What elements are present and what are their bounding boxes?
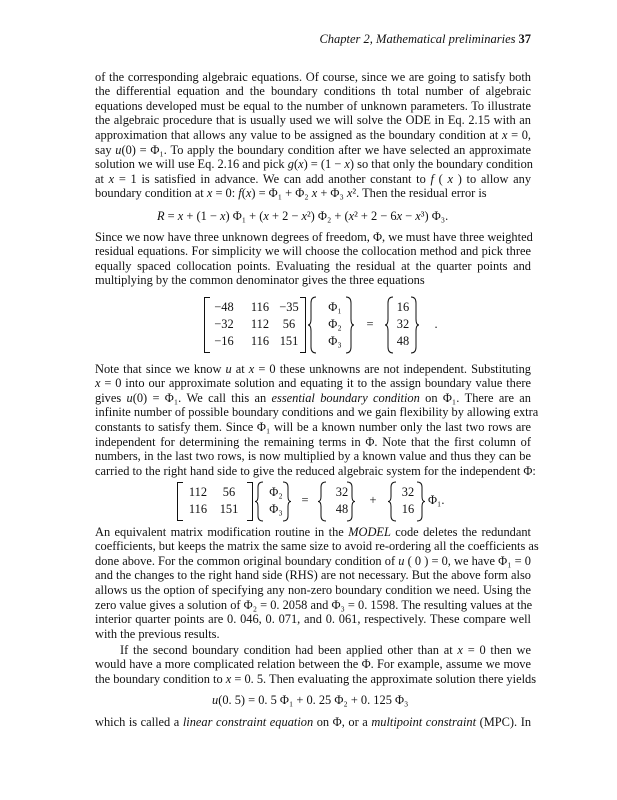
phi-1-factor: Φ₁. — [428, 493, 445, 507]
text-line — [95, 259, 531, 274]
text-run: of the corresponding algebraic equations. Of course, since we are going to satisfy both — [95, 69, 531, 84]
italic-run: x — [344, 157, 350, 172]
text-run: say — [95, 142, 116, 157]
matrix-cell: 151 — [219, 502, 239, 516]
matrix-cell: 116 — [250, 334, 270, 348]
italic-run: x — [248, 361, 255, 376]
matrix-cell: −35 — [279, 300, 299, 314]
text-line — [95, 230, 531, 245]
text-run: ². Then the residual error is — [352, 186, 487, 201]
text-run: done above. For the common original boundary condition of — [95, 553, 399, 568]
running-header — [319, 32, 531, 47]
italic-run: x — [415, 208, 421, 223]
italic-run: x — [219, 208, 226, 223]
text-run: independent for determining the remaining terms in Φ. Note that the first column of — [95, 434, 531, 449]
text-line — [95, 568, 531, 583]
italic-run: x — [301, 208, 307, 223]
text-run: = — [164, 208, 178, 223]
text-run: code deletes the redundant — [390, 524, 531, 539]
text-run: Note that since we know — [95, 361, 226, 376]
period: . — [434, 317, 438, 331]
text-run: (0) = Φ₁. To apply the boundary condition after we have selected an approximate — [121, 142, 531, 157]
text-run: − — [402, 208, 416, 223]
right-bracket — [247, 482, 253, 521]
text-line — [95, 273, 531, 288]
text-line — [95, 612, 531, 627]
text-run: carried to the right hand side to give the reduced algebraic system for the independent Φ: — [95, 463, 536, 478]
text-run: equally spaced collocation points. Evaluating the residual at the quarter points and — [95, 258, 531, 273]
text-run: with the previous results. — [95, 626, 220, 641]
text-run: = 0 into our approximate solution and equating it to the assign boundary value there — [100, 376, 531, 391]
italic-run: x — [346, 186, 353, 201]
text-run: ( — [241, 186, 246, 201]
rhs-value: 48 — [335, 502, 349, 516]
text-line — [95, 598, 531, 613]
text-run: ) = Φ₁ + Φ₂ — [251, 186, 312, 201]
italic-run: u — [212, 692, 219, 707]
text-run: = 0 these unknowns are not independent. Substituting — [254, 361, 531, 376]
text-run: multiplying by the common denominator gives the three equations — [95, 273, 425, 288]
italic-run: x — [177, 208, 184, 223]
rhs-value: 32 — [401, 485, 415, 499]
rhs-value: 16 — [396, 300, 410, 314]
unknown-phi: Φ₂ — [269, 485, 283, 499]
plus-sign: + — [369, 493, 377, 507]
italic-run: x — [225, 671, 232, 686]
italic-run: x — [108, 171, 115, 186]
text-run: = 0, — [507, 128, 531, 143]
text-run: approximation that allows any value to be assigned as the boundary condition at — [95, 128, 502, 143]
text-line — [95, 84, 531, 99]
page-number: 37 — [518, 32, 531, 46]
text-run: allows us the option of specifying any non-zero boundary condition we need. Using the — [95, 583, 531, 598]
text-run: which is called a — [95, 714, 183, 729]
paragraph-6 — [95, 715, 531, 730]
text-run: = 0. 5. Then evaluating the approximate solution there yields — [231, 671, 537, 686]
rhs-value: 32 — [335, 485, 349, 499]
text-line — [157, 209, 448, 224]
text-run: solution we will use Eq. 2.16 and pick — [95, 157, 288, 172]
text-run: ³) Φ₃. — [420, 208, 449, 223]
text-run: ( — [433, 171, 448, 186]
italic-run: f — [238, 186, 242, 201]
text-run: at — [95, 171, 109, 186]
italic-run: x — [311, 186, 318, 201]
left-brace — [308, 297, 316, 353]
text-run: (0) = Φ₁. We call this an — [132, 390, 272, 405]
residual-equation — [157, 209, 448, 224]
text-run: ) Φ₁ + ( — [225, 208, 264, 223]
paragraph-2 — [95, 230, 531, 288]
italic-run: x — [95, 376, 101, 391]
text-line — [95, 391, 531, 406]
italic-run: u — [115, 142, 122, 157]
equals-sign: = — [301, 493, 309, 507]
text-line — [95, 157, 531, 172]
paragraph-3 — [95, 361, 539, 479]
italic-run: x — [298, 157, 304, 172]
unknown-phi: Φ₁ — [328, 300, 342, 314]
text-run: ) to allow any — [453, 171, 532, 186]
text-run: would have a more complicated relation between the Φ. For example, assume we move — [95, 657, 531, 672]
text-line — [95, 643, 531, 658]
text-run: ²) Φ₂ + ( — [306, 208, 349, 223]
right-brace — [411, 297, 419, 353]
text-line — [95, 244, 531, 259]
matrix-cell: 151 — [279, 334, 299, 348]
text-line — [95, 463, 536, 479]
unknown-phi: Φ₂ — [328, 317, 342, 331]
text-run: boundary condition at — [95, 186, 207, 201]
text-run: zero value gives a solution of Φ₂ = 0. 2058 and Φ₃ = 0. 1598. The resulting values at the — [95, 597, 533, 612]
right-brace — [417, 482, 425, 521]
matrix-cell: 56 — [282, 317, 296, 331]
italic-run: R — [157, 208, 165, 223]
text-run: the boundary condition to — [95, 671, 226, 686]
right-brace — [347, 482, 355, 521]
matrix-cell: −32 — [214, 317, 234, 331]
italic-run: multipoint constraint — [371, 714, 477, 729]
text-line — [95, 715, 531, 730]
text-line — [95, 435, 531, 450]
matrix-cell: 56 — [222, 485, 236, 499]
paragraph-4 — [95, 524, 539, 642]
rhs-value: 48 — [396, 334, 410, 348]
italic-run: x — [447, 171, 454, 186]
italic-run: u — [225, 361, 232, 376]
text-line — [95, 186, 531, 201]
text-run: interior quarter points are 0. 046, 0. 071, and 0. 061, respectively. These compare well — [95, 612, 531, 627]
text-line — [95, 627, 531, 642]
text-line — [95, 405, 539, 420]
paragraph-1 — [95, 70, 531, 201]
text-line — [95, 113, 531, 128]
italic-run: MODEL — [348, 524, 391, 539]
text-run: ( — [293, 157, 299, 172]
text-line — [95, 99, 531, 114]
italic-run: x — [396, 208, 403, 223]
text-line — [95, 554, 531, 569]
unknown-phi: Φ₃ — [328, 334, 342, 348]
rhs-value: 16 — [401, 502, 415, 516]
text-run: = 0 then we — [462, 642, 531, 657]
text-line — [95, 70, 531, 85]
text-run: the differential equation and the boundary conditions th total number of algebraic — [95, 84, 531, 99]
matrix-cell: 112 — [188, 485, 208, 499]
matrix-cell: 116 — [250, 300, 270, 314]
text-run: equations developed must be equal to the number of unknown parameters. To illustrate — [95, 98, 531, 113]
text-run: infinite number of possible boundary conditions and we gain flexibility by allowing extra — [95, 405, 539, 420]
text-run: ) so that only the boundary condition — [349, 157, 533, 172]
chapter-title: Chapter 2, Mathematical preliminaries — [319, 32, 516, 46]
right-bracket — [300, 297, 306, 353]
text-run: An equivalent matrix modification routine in the — [95, 524, 349, 539]
text-line — [95, 449, 531, 464]
right-brace — [346, 297, 354, 353]
text-run: + (1 − — [183, 208, 220, 223]
text-line — [95, 128, 531, 143]
text-run: + Φ₃ — [317, 186, 347, 201]
text-run: ² + 2 − 6 — [354, 208, 397, 223]
text-run: on Φ₁. There are an — [419, 390, 531, 405]
italic-run: linear constraint equation — [182, 714, 314, 729]
italic-run: x — [263, 208, 269, 223]
italic-run: x — [348, 208, 355, 223]
text-run: ) = (1 − — [303, 157, 345, 172]
text-run: (0. 5) = 0. 5 Φ₁ + 0. 25 Φ₂ + 0. 125 Φ₃ — [218, 692, 409, 707]
text-line — [95, 143, 531, 158]
text-run: at — [231, 361, 249, 376]
text-run: = 0: — [212, 186, 239, 201]
text-line — [95, 376, 531, 391]
text-run: on Φ, or a — [313, 714, 372, 729]
matrix-cell: −16 — [214, 334, 234, 348]
italic-run: x — [245, 186, 252, 201]
matrix-cell: 112 — [250, 317, 270, 331]
text-line — [95, 420, 531, 435]
rhs-value: 32 — [396, 317, 410, 331]
text-run: gives — [95, 390, 127, 405]
text-line — [95, 671, 537, 687]
text-run: coefficients, but keeps the matrix the same size to avoid re-ordering all the coefficients as — [95, 539, 539, 554]
text-run: = 1 is satisfied in advance. We can add another constant to — [114, 171, 431, 186]
text-run: constants to satisfy them. Since Φ₁ will be a known number only the last two rows are — [95, 420, 531, 435]
paragraph-5 — [95, 642, 537, 687]
italic-run: g — [287, 157, 294, 172]
italic-run: x — [206, 186, 213, 201]
text-run: residual equations. For simplicity we will choose the collocation method and pick three — [95, 244, 531, 259]
text-line — [95, 657, 531, 672]
text-line — [95, 362, 531, 377]
text-run: ( 0 ) = 0, we have Φ₁ = 0 — [404, 553, 531, 568]
text-run: + 2 − — [268, 208, 302, 223]
text-run: numbers, in the last two rows, is now multiplied by a known value and thus they can be — [95, 449, 531, 464]
text-run: the algebraic procedure that is usually used we will solve the ODE in Eq. 2.15 with an — [95, 113, 531, 128]
left-brace — [318, 482, 326, 521]
italic-run: f — [430, 171, 434, 186]
text-run: (MPC). In — [476, 714, 532, 729]
text-line — [95, 172, 531, 187]
equals-sign: = — [366, 317, 374, 331]
matrix-cell: 116 — [188, 502, 208, 516]
text-line — [95, 525, 531, 540]
constraint-equation — [212, 693, 408, 708]
text-line — [95, 539, 539, 554]
text-line — [212, 693, 408, 708]
text-run: Since we now have three unknown degrees of freedom, Φ, we must have three weighted — [95, 229, 533, 244]
italic-run: x — [501, 128, 508, 143]
unknown-phi: Φ₃ — [269, 502, 283, 516]
text-line — [95, 583, 531, 598]
matrix-cell: −48 — [214, 300, 234, 314]
italic-run: u — [398, 553, 405, 568]
italic-run: x — [457, 642, 463, 657]
text-run: and the changes to the right hand side (RHS) are not necessary. But the above form also — [95, 568, 531, 583]
italic-run: u — [126, 390, 133, 405]
text-run: If the second boundary condition had been applied other than at — [120, 642, 458, 657]
italic-run: essential boundary condition — [271, 390, 420, 405]
